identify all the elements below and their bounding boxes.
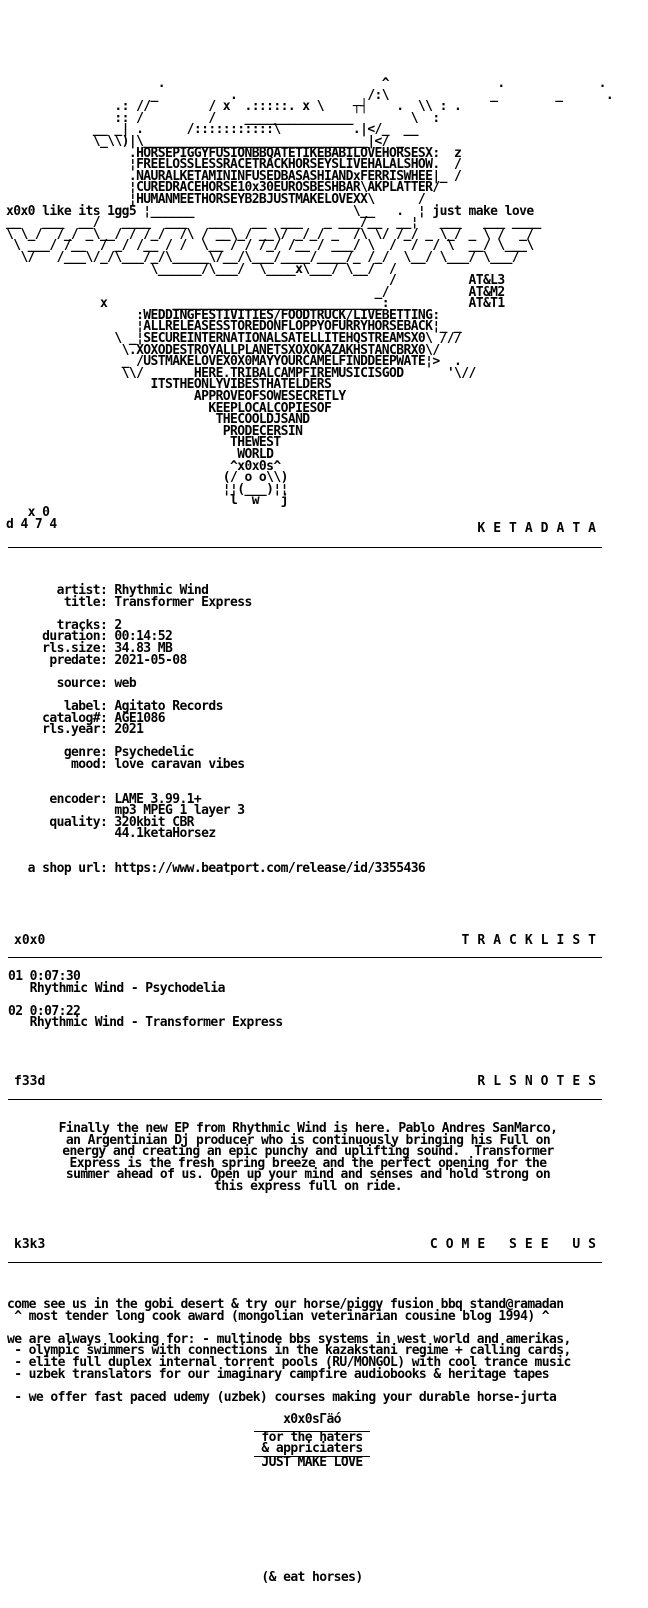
metadata-block: artist: Rhythmic Wind title: Transformer Express tracks: 2 duration: 00:14:52 rls.size: 34.83 MB predate: 2021-05-08 source: web label: Agitato Records catalog#: AGE1086 rls.year: 2021 genre: Psychedelic mood: love caravan vibes encoder: LAME 3.99.1+ mp3 MPEG 1 layer 3 quality: 320kbit CBR 44.1ketaHorsez a shop url: https://www.beatport.com/release/id/3355436 [27,583,426,877]
divider [8,957,602,958]
release-notes: Finally the new EP from Rhythmic Wind is here. Pablo Andres SanMarco, an Argentinian Dj producer who is continuously bringing his Full on energy and creating an epic punchy and uplifting sound. Transformer Express is the fresh spring breeze and the perfect opening for the summer ahead of us. Open up your mind and senses and hold strong on this express full on ride. [58,1121,558,1194]
section-code: f33d [14,1074,46,1089]
section-header-comesee [14,1238,604,1254]
divider [8,1262,602,1263]
divider [8,547,602,548]
footer-final: (& eat horses) [261,1570,363,1585]
section-code: x0x0 [14,933,46,948]
section-header-rlsnotes [14,1075,604,1091]
ascii-art-header: . ^ . . _ . /:\ _ _ . .: // / x .:::::. x \ ┬┤ . \\ : . :: / / _______________ \ : __ _| . /:::::::::::\ .|</_ __ \_\\)|\_______________________________|</ _ .HORSEPIGGYFUSIONBBQATETIKEBABILOVEHORSESX: z ¦FREELOSSLESSRACETRACKHORSEYSLIVEHALALSHOW. / .NAURALKETAMININFUSEDBASASHIANDxFERRISWHEE|_ / ¦CUREDRACEHORSE10x30EUROSBESHBAR\AKPLATTER/ ¦HUMANMEETHORSEYB2BJUSTMAKELOVEXX\ / x0x0 like its 1gg5 ¦______ \__ . ¦ just make love __ ___ __/ ____ ___ ___ __ ___ _ ___/__ __¦ ___ ___ ____ \ \_/ /_/ _\__/ / /_/ /\ / __\_/ __\/ _/_/ _ /\ \/ /_/ _ \_/ _ \ / _/ \ ___/ /__ / _/ /__ / / \__ / / /_/ /__ / ___/ \ / / / \ __/ \___\ \/ /___\/_/\___/_/\_____\/__/\___/____/____/_ /_/ \__/ \___/ \___/ \______/\___/ \____x\___/ \__/ / / AT&L3 _/ AT&M2 x _____________________________: AT&T1 :WEDDINGFESTIVITIES/FOODTRUCK/LIVEBETTING: ¦ALLRELEASESSTOREDONFLOPPYOFURRYHORSEBACK¦_ _ \ _¦SECUREINTERNATIONALSATELLITEHQSTREAMSX0\ /// \.XOXODESTROYALLPLANETSXOXOKAZAKHSTANCBRX0\/ _ /USTMAKELOVEX0X0MAYYOURCAMELFINDDEEPWATE¦> . \\/ HERE.TRIBALCAMPFIREMUSICISGOD '\// ITSTHEONLYVIBESTHATELDERS APPROVEOFSOWESECRETLY KEEPLOCALCOPIESOF THECOOLDJSAND PRODECERSIN THEWEST WORLD ^x0x0s^ (/ o o\\) ¦¦(___)¦¦ l w j x 0 d 4 7 4 [6,76,614,532]
footer-signature: x0x0sΓäó [283,1412,341,1427]
tracklist-block: 01 0:07:30 Rhythmic Wind - Psychodelia 02 0:07:22 Rhythmic Wind - Transformer Express [8,969,283,1031]
section-code: k3k3 [14,1237,46,1252]
come-see-block: come see us in the gobi desert & try our horse/piggy fusion bbq stand@ramadan ^ most tender long cook award (mongolian veterinarian cousine blog 1994) ^ we are always looking for: - multinode bbs systems in west world and amerikas, - olympic swimmers with connections in the kazakstani regime + calling cards, - elite full duplex internal torrent pools (RU/MONGOL) with cool trance music - uzbek translators for our imaginary campfire audiobooks & heritage tapes - we offer fast paced udemy (uzbek) courses making your durable horse-jurta [7,1297,571,1405]
section-title: KETADATA [477,521,604,536]
divider [8,1099,602,1100]
section-title: TRACKLIST [461,933,604,948]
footer-line-1: for the haters [261,1429,363,1445]
section-title: COME SEE US [429,1237,604,1252]
footer-line-2: & appriciaters [261,1441,363,1457]
footer-motto: JUST MAKE LOVE [261,1454,363,1470]
section-header-metadata [14,522,604,538]
section-title: RLSNOTES [477,1074,604,1089]
section-header-tracklist [14,934,604,950]
footer [254,1414,370,1468]
